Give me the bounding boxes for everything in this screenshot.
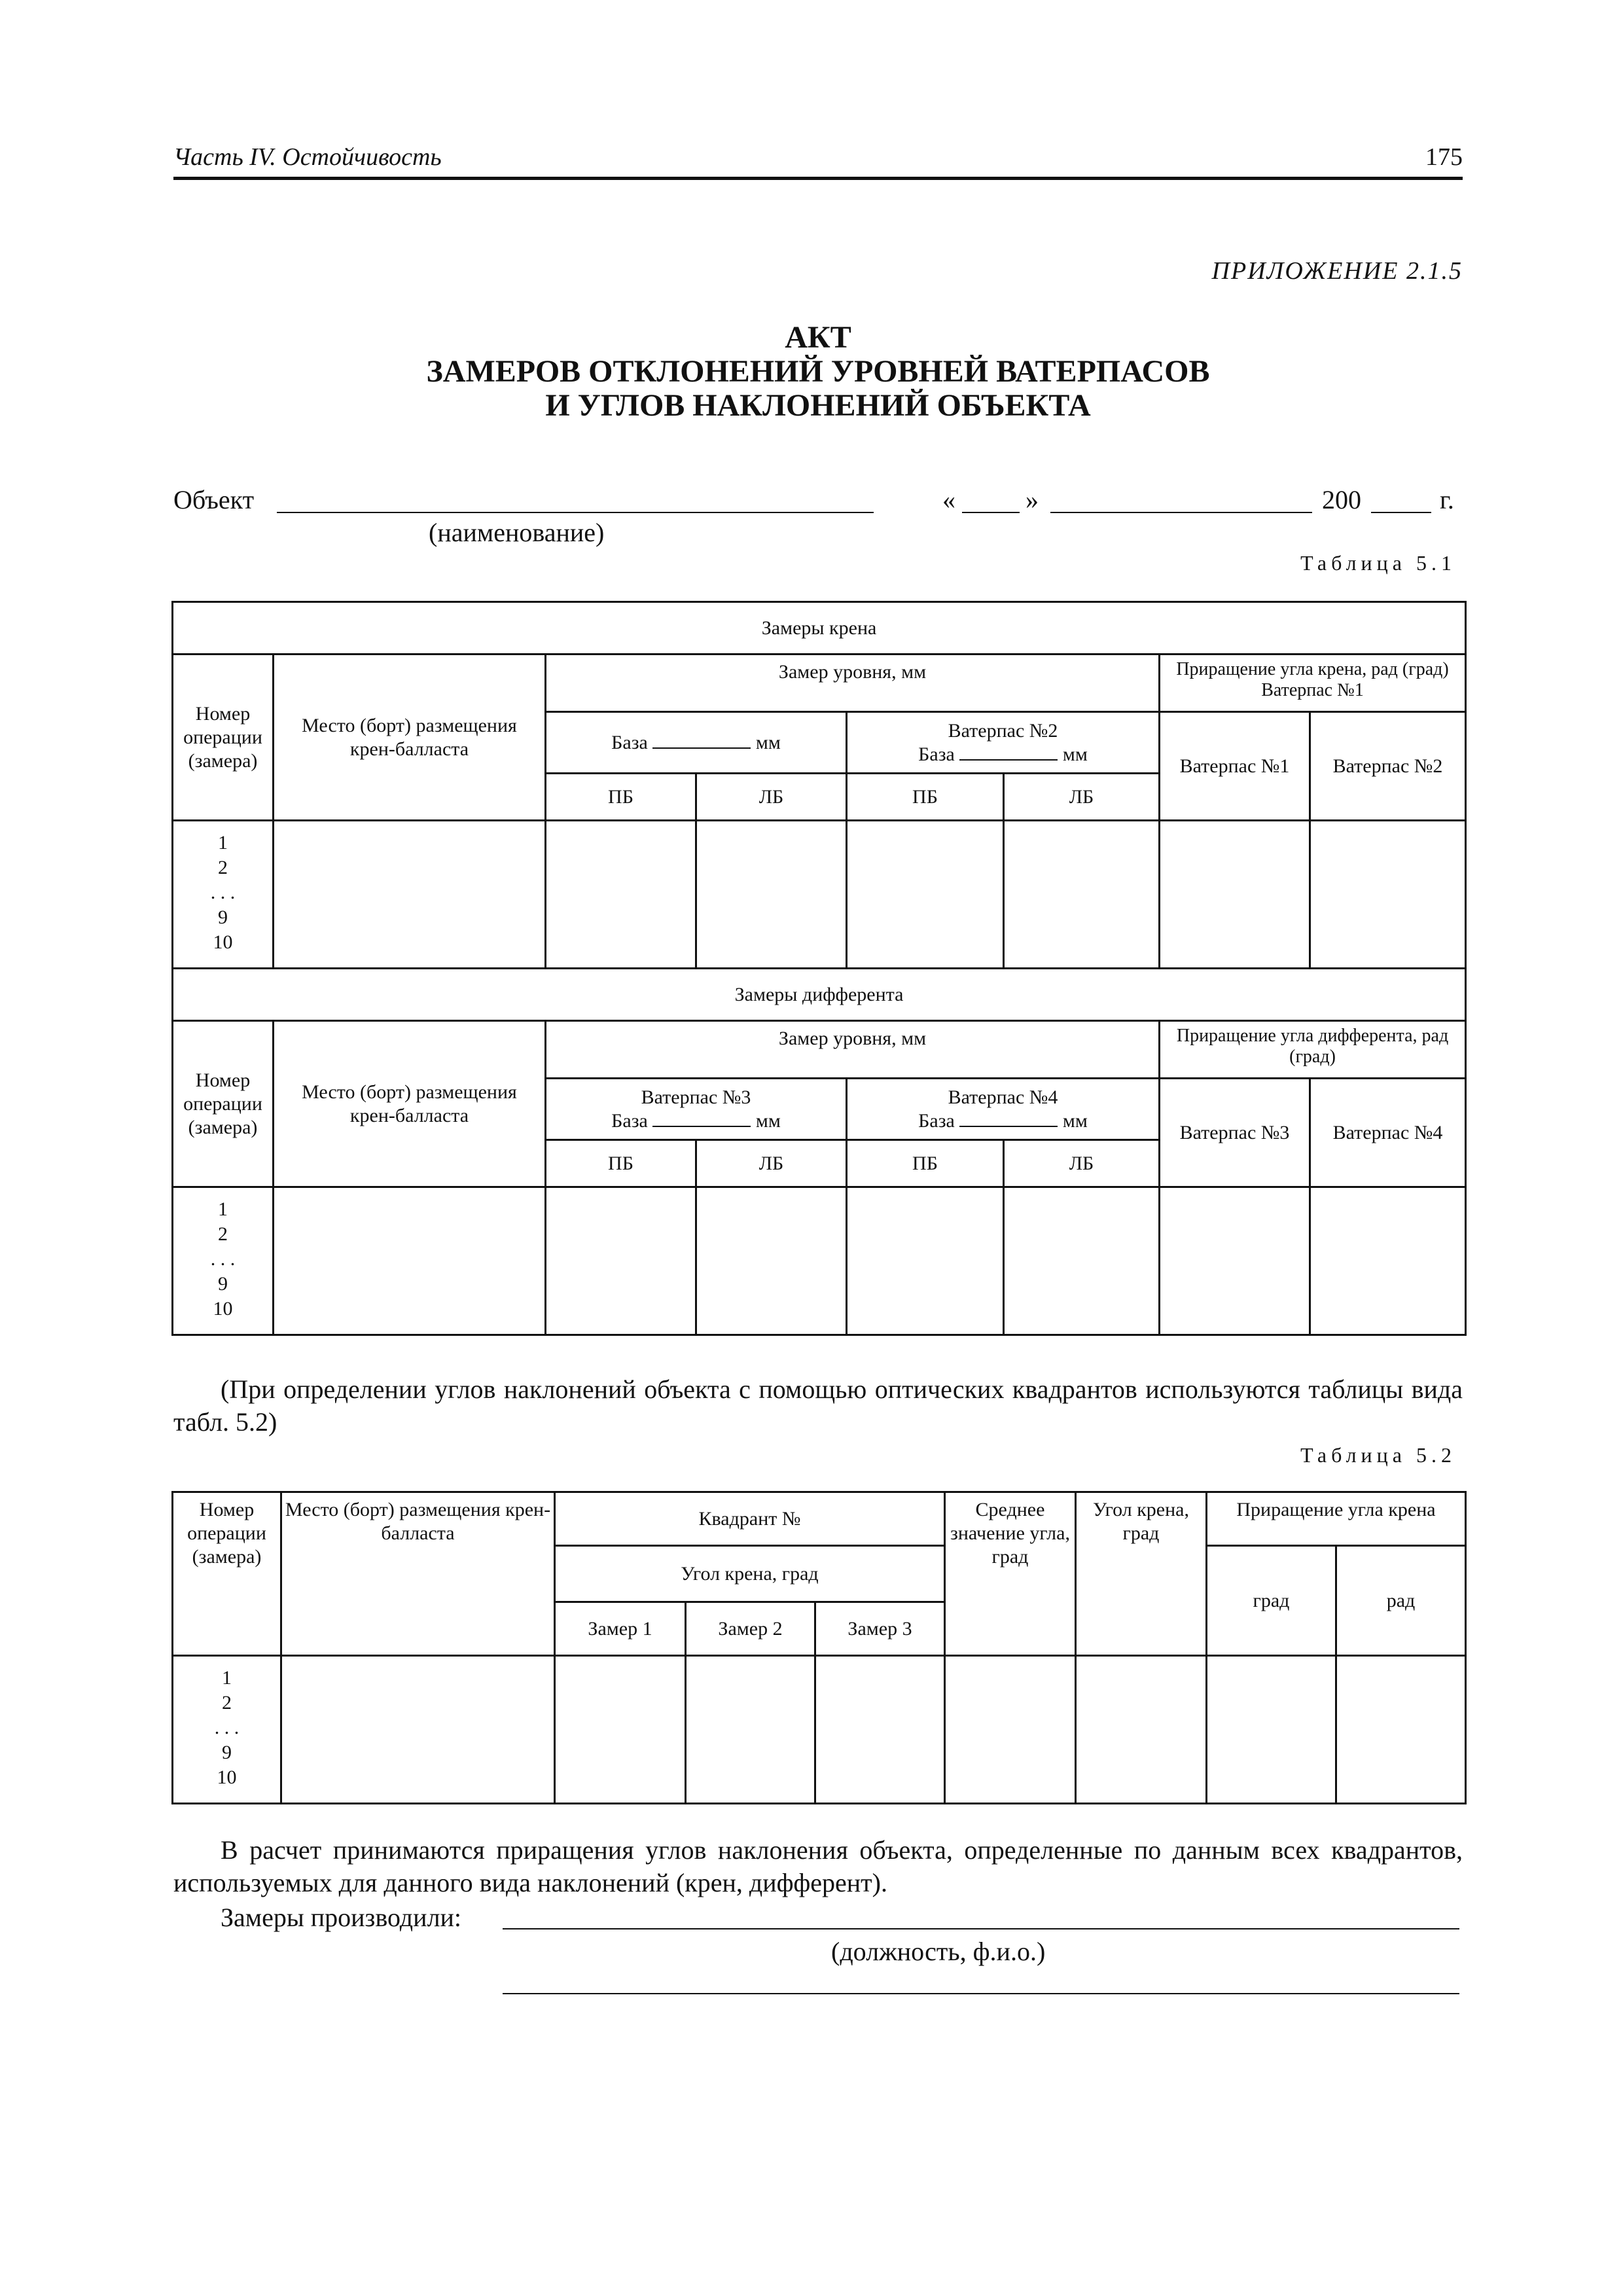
object-label: Объект [173,485,255,514]
heel-base-2-prefix: База [918,743,955,765]
row-number: . . . [210,882,236,903]
title-line-1: АКТ [785,320,851,355]
trim-col-operation: Номер операции (замера) [173,1021,274,1187]
heel-place-cell[interactable] [274,821,546,969]
trim-value-cell[interactable] [847,1187,1004,1335]
row-number: 9 [218,906,228,928]
day-field[interactable] [962,512,1020,513]
section-title: Часть IV. Остойчивость [173,143,442,171]
heel-lb-1: ЛБ [696,774,847,821]
heel-pb-1: ПБ [546,774,696,821]
heel-base-2-suffix: мм [1062,743,1088,765]
t2-value-cell[interactable] [686,1656,815,1804]
t2-measure-1: Замер 1 [555,1602,686,1656]
row-number: 10 [213,1298,233,1319]
trim-inc-3: Ватерпас №3 [1160,1079,1310,1187]
t2-value-cell[interactable] [1076,1656,1207,1804]
t2-value-cell[interactable] [815,1656,945,1804]
trim-place-cell[interactable] [274,1187,546,1335]
table-5-2 [171,1491,1467,1804]
row-number: . . . [210,1248,236,1270]
year-prefix: 200 [1322,485,1361,514]
t2-measure-2: Замер 2 [686,1602,815,1656]
heel-value-cell[interactable] [546,821,696,969]
row-number: 2 [218,1223,228,1245]
trim-value-cell[interactable] [546,1187,696,1335]
trim-level-3-title: Ватерпас №3 [641,1086,751,1108]
row-number: 9 [222,1742,232,1763]
heel-value-cell[interactable] [847,821,1004,969]
table-5-2-label: Таблица 5.2 [1300,1443,1456,1467]
t2-value-cell[interactable] [1207,1656,1336,1804]
heel-value-cell[interactable] [1004,821,1160,969]
note-text: (При определении углов наклонений объекта с помощью оптических квадрантов используются таблицы вида табл. 5.2) [173,1374,1463,1437]
trim-col-place: Место (борт) размещения крен-балласта [274,1021,546,1187]
heel-base-1-suffix: мм [755,731,781,753]
trim-inc-4: Ватерпас №4 [1310,1079,1466,1187]
title-line-2: ЗАМЕРОВ ОТКЛОНЕНИЙ УРОВНЕЙ ВАТЕРПАСОВ [426,354,1210,389]
t2-col-heel: Угол крена, град [1076,1492,1207,1656]
trim-value-cell[interactable] [696,1187,847,1335]
heel-value-cell[interactable] [1310,821,1466,969]
closing-paragraph [173,1834,1463,1899]
title-line-3: И УГЛОВ НАКЛОНЕНИЙ ОБЪЕКТА [545,388,1091,423]
row-number: 9 [218,1273,228,1295]
quote-close: » [1026,485,1039,514]
heel-row-numbers [173,821,274,969]
heel-lb-2: ЛБ [1004,774,1160,821]
row-number: 1 [218,1198,228,1220]
row-number: 2 [222,1692,232,1713]
row-number: 10 [213,931,233,953]
trim-lb-1: ЛБ [696,1140,847,1187]
heel-base-2-field[interactable] [959,746,1058,761]
t2-row-numbers [173,1656,281,1804]
row-number: 1 [222,1667,232,1689]
trim-section-header: Замеры дифферента [173,969,1466,1021]
trim-base-4 [847,1079,1160,1140]
trim-base-3-prefix: База [611,1109,648,1132]
heel-col-place: Место (борт) размещения крен-балласта [274,655,546,821]
t2-value-cell[interactable] [555,1656,686,1804]
heel-col-operation: Номер операции (замера) [173,655,274,821]
trim-value-cell[interactable] [1004,1187,1160,1335]
trim-base-4-suffix: мм [1062,1109,1088,1132]
t2-col-quadrant: Квадрант № [555,1492,945,1546]
t2-col-mean: Среднее значение угла, град [945,1492,1076,1656]
t2-col-increment: Приращение угла крена [1207,1492,1466,1546]
row-number: 1 [218,832,228,853]
heel-level-2-title: Ватерпас №2 [948,719,1058,742]
closing-text: В расчет принимаются приращения углов наклонения объекта, определенные по данным всех квадрантов, используемых для данного вида наклонений (крен, дифферент). [173,1835,1463,1897]
object-name-field[interactable] [277,512,874,513]
signature-sublabel: (должность, ф.и.о.) [831,1937,1046,1966]
row-number: 2 [218,857,228,878]
appendix-label: ПРИЛОЖЕНИЕ 2.1.5 [1211,257,1463,285]
heel-pb-2: ПБ [847,774,1004,821]
heel-base-1 [546,712,847,774]
document-title [173,321,1463,423]
t2-col-heel-angle: Угол крена, град [555,1546,945,1602]
trim-lb-2: ЛБ [1004,1140,1160,1187]
heel-inc-1: Ватерпас №1 [1160,712,1310,821]
signature-field-1[interactable] [503,1928,1459,1929]
trim-base-4-prefix: База [918,1109,955,1132]
t2-col-place: Место (борт) размещения крен-балласта [281,1492,555,1656]
signature-label: Замеры производили: [221,1903,462,1932]
trim-value-cell[interactable] [1310,1187,1466,1335]
month-field[interactable] [1050,512,1312,513]
heel-value-cell[interactable] [1160,821,1310,969]
heel-col-level: Замер уровня, мм [546,655,1160,712]
t2-unit-rad: рад [1336,1546,1466,1656]
signature-field-2[interactable] [503,1993,1459,1994]
trim-col-level: Замер уровня, мм [546,1021,1160,1079]
t2-measure-3: Замер 3 [815,1602,945,1656]
object-line [173,484,1463,518]
t2-col-operation: Номер операции (замера) [173,1492,281,1656]
row-number: . . . [214,1717,240,1738]
object-sublabel: (наименование) [429,518,605,547]
trim-value-cell[interactable] [1160,1187,1310,1335]
trim-level-4-title: Ватерпас №4 [948,1086,1058,1108]
year-suffix: г. [1440,485,1454,514]
heel-col-increment: Приращение угла крена, рад (град) Ватерпас №1 [1160,655,1466,712]
trim-base-3-suffix: мм [755,1109,781,1132]
note-paragraph [173,1373,1463,1439]
trim-col-increment: Приращение угла дифферента, рад (град) [1160,1021,1466,1079]
trim-base-3-field[interactable] [652,1113,751,1127]
trim-base-4-field[interactable] [959,1113,1058,1127]
quote-open: « [942,485,955,514]
page-number: 175 [1425,143,1463,171]
header-rule [173,177,1463,180]
table-5-1 [171,601,1467,1336]
heel-base-1-field[interactable] [652,734,751,749]
trim-pb-2: ПБ [847,1140,1004,1187]
trim-base-3 [546,1079,847,1140]
t2-value-cell[interactable] [945,1656,1076,1804]
row-number: 10 [217,1767,237,1788]
heel-value-cell[interactable] [696,821,847,969]
year-field[interactable] [1371,512,1431,513]
heel-section-header: Замеры крена [173,602,1466,655]
trim-row-numbers [173,1187,274,1335]
heel-base-2 [847,712,1160,774]
heel-inc-2: Ватерпас №2 [1310,712,1466,821]
t2-unit-deg: град [1207,1546,1336,1656]
t2-value-cell[interactable] [1336,1656,1466,1804]
heel-base-1-prefix: База [611,731,648,753]
t2-place-cell[interactable] [281,1656,555,1804]
trim-pb-1: ПБ [546,1140,696,1187]
table-5-1-label: Таблица 5.1 [1300,551,1456,575]
